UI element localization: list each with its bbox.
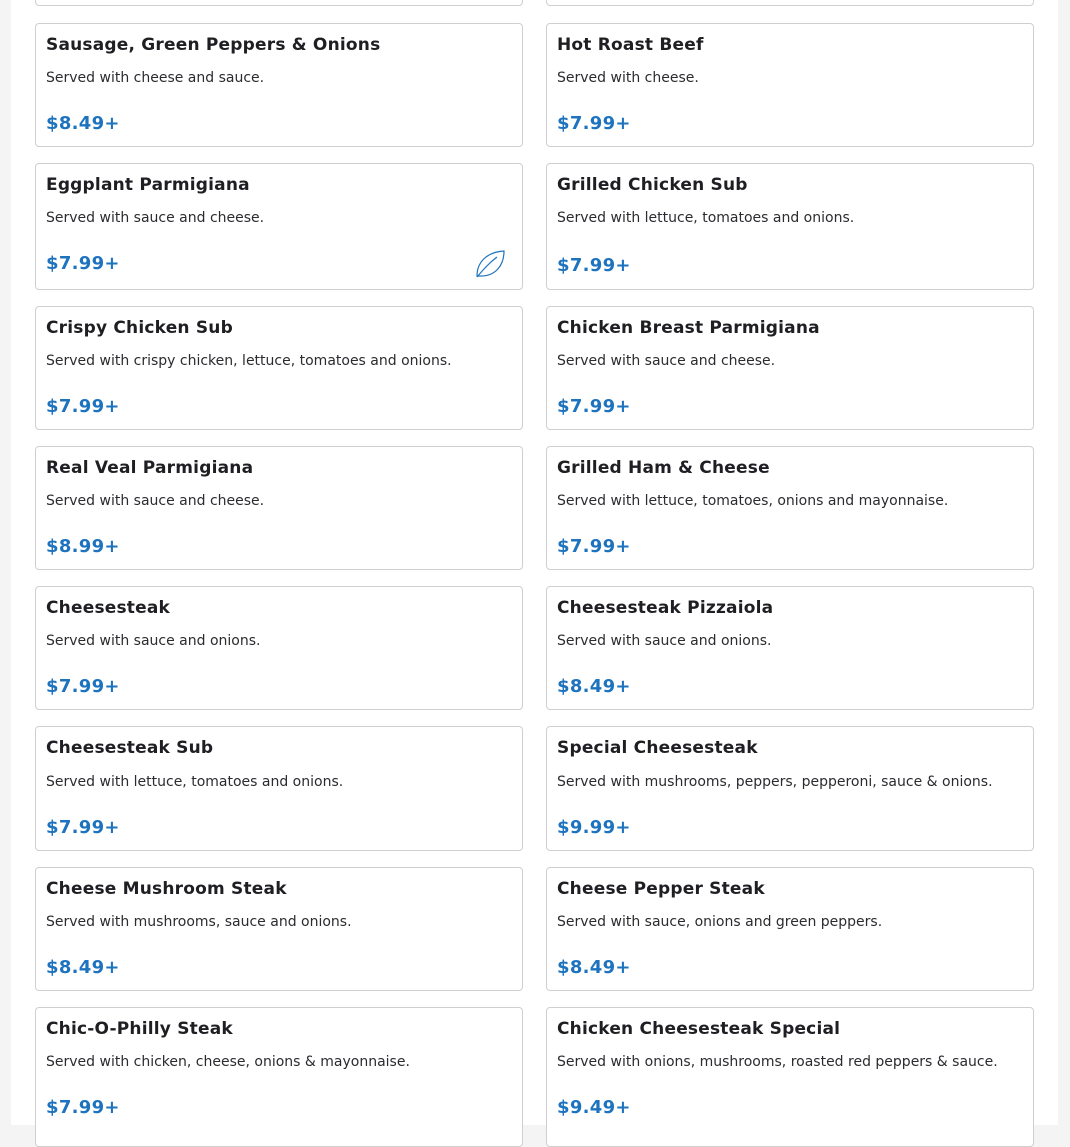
menu-item-price: $9.49+ — [557, 1097, 631, 1118]
menu-item-card[interactable] — [35, 23, 523, 147]
menu-item-card[interactable] — [35, 446, 523, 570]
menu-item-card[interactable] — [35, 163, 523, 290]
menu-item-description: Served with cheese and sauce. — [46, 70, 265, 86]
menu-item-description: Served with lettuce, tomatoes and onions. — [557, 210, 855, 226]
menu-item-card[interactable] — [546, 726, 1034, 851]
menu-item-description: Served with onions, mushrooms, roasted red peppers & sauce. — [557, 1054, 998, 1070]
menu-item-card[interactable] — [35, 586, 523, 710]
menu-item-name: Eggplant Parmigiana — [46, 175, 250, 195]
menu-item-name: Cheesesteak Sub — [46, 738, 214, 758]
menu-item-card[interactable] — [546, 163, 1034, 290]
menu-item-card[interactable] — [35, 726, 523, 851]
menu-item-price: $7.99+ — [557, 396, 631, 417]
menu-item-card[interactable] — [546, 446, 1034, 570]
menu-item-price: $7.99+ — [46, 253, 120, 274]
menu-item-name: Sausage, Green Peppers & Onions — [46, 35, 381, 55]
menu-item-name: Cheese Pepper Steak — [557, 879, 765, 899]
menu-item-description: Served with sauce and cheese. — [46, 210, 265, 226]
menu-item-description: Served with sauce, onions and green peppers. — [557, 914, 883, 930]
menu-item-name: Crispy Chicken Sub — [46, 318, 233, 338]
menu-item-price: $7.99+ — [557, 255, 631, 276]
menu-item-card[interactable] — [546, 306, 1034, 430]
menu-item-card[interactable] — [546, 867, 1034, 991]
menu-item-card[interactable] — [35, 1007, 523, 1147]
menu-item-description: Served with mushrooms, peppers, pepperoni, sauce & onions. — [557, 774, 993, 790]
menu-item-description: Served with chicken, cheese, onions & mayonnaise. — [46, 1054, 410, 1070]
menu-item-description: Served with sauce and onions. — [46, 633, 261, 649]
menu-item-name: Grilled Ham & Cheese — [557, 458, 770, 478]
menu-item-description: Served with crispy chicken, lettuce, tomatoes and onions. — [46, 353, 452, 369]
menu-item-name: Hot Roast Beef — [557, 35, 704, 55]
menu-item-description: Served with sauce and cheese. — [557, 353, 776, 369]
menu-item-name: Grilled Chicken Sub — [557, 175, 748, 195]
menu-item-name: Cheesesteak — [46, 598, 171, 618]
menu-item-description: Served with lettuce, tomatoes and onions. — [46, 774, 344, 790]
menu-item-name: Real Veal Parmigiana — [46, 458, 254, 478]
menu-item-price: $8.49+ — [46, 957, 120, 978]
menu-item-price: $7.99+ — [557, 536, 631, 557]
menu-item-card[interactable] — [35, 306, 523, 430]
menu-item-description: Served with cheese. — [557, 70, 699, 86]
menu-item-description: Served with lettuce, tomatoes, onions and mayonnaise. — [557, 493, 949, 509]
menu-item-card[interactable] — [35, 867, 523, 991]
menu-item-price: $7.99+ — [46, 676, 120, 697]
leaf-vegetarian-icon — [473, 248, 507, 280]
menu-item-card-partial[interactable] — [546, 0, 1034, 6]
menu-item-price: $8.99+ — [46, 536, 120, 557]
menu-item-price: $7.99+ — [46, 396, 120, 417]
menu-item-name: Chicken Breast Parmigiana — [557, 318, 820, 338]
menu-item-card-partial[interactable] — [35, 0, 523, 6]
menu-item-price: $7.99+ — [46, 817, 120, 838]
menu-page — [11, 0, 1058, 1125]
menu-item-price: $8.49+ — [557, 676, 631, 697]
menu-item-price: $8.49+ — [46, 113, 120, 134]
menu-item-name: Special Cheesesteak — [557, 738, 758, 758]
menu-item-description: Served with sauce and onions. — [557, 633, 772, 649]
menu-item-card[interactable] — [546, 586, 1034, 710]
menu-item-description: Served with sauce and cheese. — [46, 493, 265, 509]
menu-item-price: $7.99+ — [46, 1097, 120, 1118]
menu-item-name: Chic-O-Philly Steak — [46, 1019, 233, 1039]
menu-item-price: $9.99+ — [557, 817, 631, 838]
menu-item-name: Chicken Cheesesteak Special — [557, 1019, 841, 1039]
menu-item-name: Cheesesteak Pizzaiola — [557, 598, 774, 618]
menu-item-price: $7.99+ — [557, 113, 631, 134]
menu-item-description: Served with mushrooms, sauce and onions. — [46, 914, 352, 930]
menu-item-price: $8.49+ — [557, 957, 631, 978]
menu-item-card[interactable] — [546, 23, 1034, 147]
menu-item-card[interactable] — [546, 1007, 1034, 1147]
menu-item-name: Cheese Mushroom Steak — [46, 879, 287, 899]
